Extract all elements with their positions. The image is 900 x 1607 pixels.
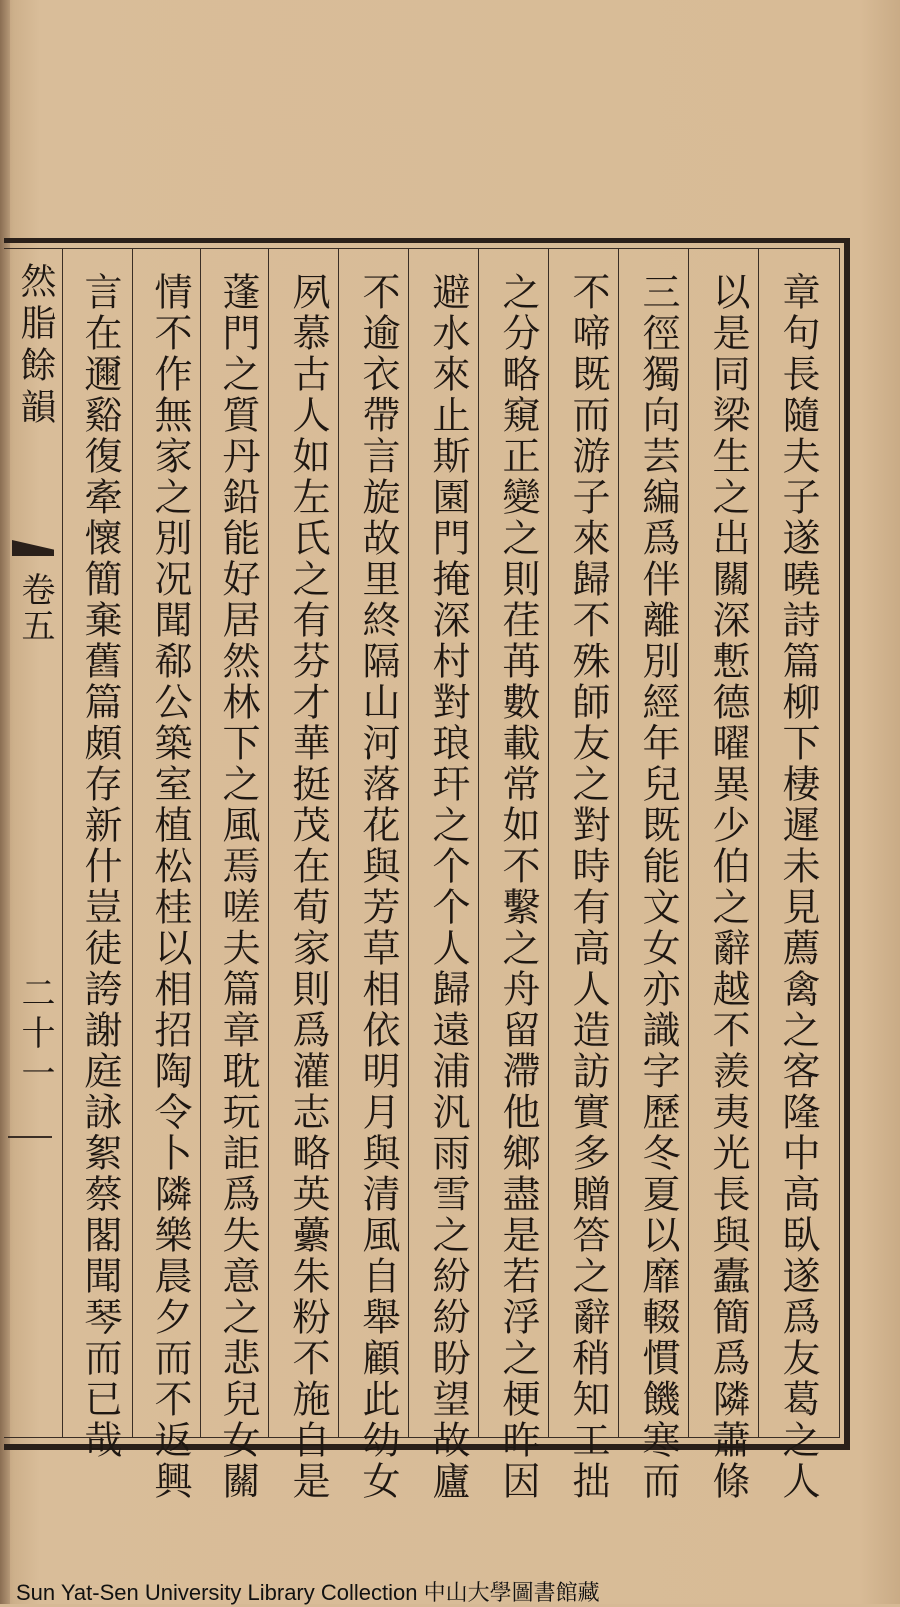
banxin-rule <box>8 1136 52 1138</box>
book-title: 然脂餘韻 <box>15 262 56 430</box>
text-column-7: 不逾衣帶言旋故里終隔山河落花與芳草相依明月與清風自舉顧此幼女 <box>356 272 400 1502</box>
column-divider <box>408 249 409 1437</box>
column-divider <box>548 249 549 1437</box>
column-divider <box>688 249 689 1437</box>
folio-number: 二十一 <box>15 975 55 1095</box>
volume-label: 卷五 <box>15 572 55 644</box>
text-column-10: 情不作無家之別况聞郗公築室植松桂以相招陶令卜隣樂晨夕而不返興 <box>148 272 192 1502</box>
column-divider <box>618 249 619 1437</box>
text-column-11: 言在邇谿復牽懷簡棄舊篇頗存新什豈徒誇謝庭詠絮蔡閣聞琴而已哉 <box>78 272 122 1461</box>
column-divider <box>62 249 63 1437</box>
text-column-4: 不啼既而游子來歸不殊師友之對時有高人造訪實多贈答之辭稍知工拙 <box>566 272 610 1502</box>
text-column-8: 夙慕古人如左氏之有芬才華挺茂在荀家則爲灌志略英虆朱粉不施自是 <box>286 272 330 1502</box>
text-column-2: 以是同梁生之出關深慙德曜異少伯之辭越不羨夷光長與蠹簡爲隣蕭條 <box>706 272 750 1502</box>
column-divider <box>268 249 269 1437</box>
text-column-9: 蓬門之質丹鉛能好居然林下之風焉嗟夫篇章耽玩詎爲失意之悲兒女關 <box>216 272 260 1502</box>
text-column-5: 之分略窺正變之則荏苒數載常如不繫之舟留滯他鄉盡是若浮之梗昨因 <box>496 272 540 1502</box>
text-column-3: 三徑獨向芸編爲伴離別經年兒既能文女亦識字歷冬夏以靡輟慣饑寒而 <box>636 272 680 1502</box>
text-column-6: 避水來止斯園門掩深村對琅玕之个个人歸遠浦汎雨雪之紛紛盼望故廬 <box>426 272 470 1502</box>
column-divider <box>338 249 339 1437</box>
collection-caption: Sun Yat-Sen University Library Collection 中山大學圖書館藏 <box>16 1580 600 1605</box>
column-divider <box>200 249 201 1437</box>
column-divider <box>758 249 759 1437</box>
column-divider <box>132 249 133 1437</box>
column-divider <box>478 249 479 1437</box>
text-column-1: 章句長隨夫子遂曉詩篇柳下棲遲未見薦禽之客隆中高臥遂爲友葛之人 <box>776 272 820 1502</box>
